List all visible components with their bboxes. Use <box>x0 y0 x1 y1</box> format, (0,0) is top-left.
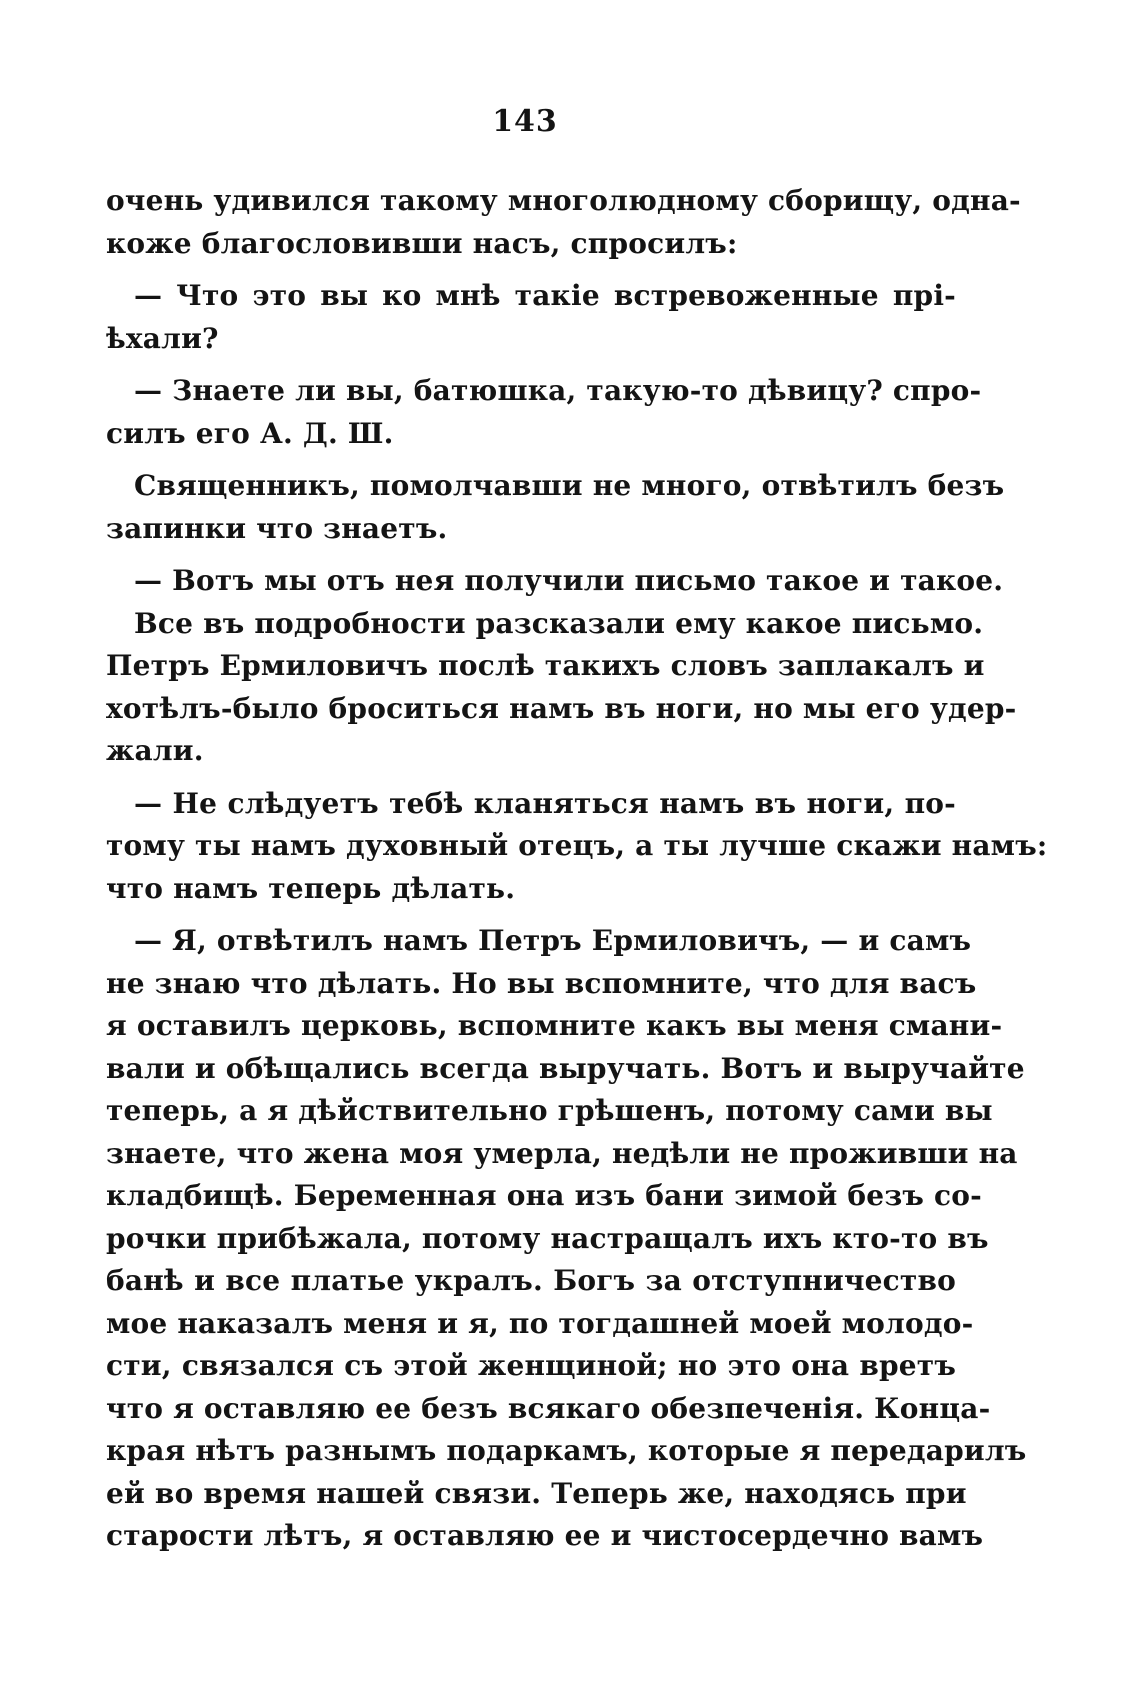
text-line: края нѣтъ разнымъ подаркамъ, которые я передарилъ <box>106 1434 1027 1467</box>
text-line: очень удивился такому многолюдному сборищу, одна- <box>106 184 1021 217</box>
dialogue-line: — Знаете ли вы, батюшка, такую-то дѣвицу? спро- <box>134 374 982 407</box>
paragraph-line: Все въ подробности разсказали ему какое письмо. <box>134 606 984 640</box>
text-line: тому ты намъ духовный отецъ, а ты лучше скажи намъ: <box>106 829 1048 862</box>
text-line: ѣхали? <box>106 321 219 355</box>
text-line: хотѣлъ-было броситься намъ въ ноги, но мы его удер- <box>106 691 1017 725</box>
text-line: сти, связался съ этой женщиной; но это она вретъ <box>106 1349 956 1382</box>
text-line: жали. <box>106 734 204 767</box>
body-text <box>106 180 1048 1558</box>
text-line: кладбищѣ. Беременная она изъ бани зимой безъ со- <box>106 1179 982 1212</box>
text-line: Петръ Ермиловичъ послѣ такихъ словъ заплакалъ и <box>106 649 985 682</box>
text-line: знаете, что жена моя умерла, недѣли не проживши на <box>106 1136 1018 1170</box>
paragraph-line: Священникъ, помолчавши не много, отвѣтилъ безъ <box>134 469 1005 502</box>
text-line: силъ его А. Д. Ш. <box>106 416 394 450</box>
text-line: коже благословивши насъ, спросилъ: <box>106 226 738 260</box>
text-line: банѣ и все платье укралъ. Богъ за отступничество <box>106 1264 956 1297</box>
text-line: я оставилъ церковь, вспомните какъ вы меня смани- <box>106 1009 1003 1042</box>
dialogue-line: — Вотъ мы отъ нея получили письмо такое и такое. <box>134 564 1004 597</box>
text-line: запинки что знаетъ. <box>106 511 448 545</box>
text-line: рочки прибѣжала, потому настращалъ ихъ кто-то въ <box>106 1221 989 1255</box>
text-line: ей во время нашей связи. Теперь же, находясь при <box>106 1476 967 1510</box>
text-line: что я оставляю ее безъ всякаго обезпеченія. Конца- <box>106 1391 991 1425</box>
text-line: старости лѣтъ, я оставляю ее и чистосердечно вамъ <box>106 1519 984 1552</box>
text-line: вали и обѣщались всегда выручать. Вотъ и выручайте <box>106 1051 1025 1085</box>
dialogue-line: — Я, отвѣтилъ намъ Петръ Ермиловичъ, — и самъ <box>134 924 972 957</box>
page-number: 143 <box>492 104 558 139</box>
dialogue-line: — Не слѣдуетъ тебѣ кланяться намъ въ ноги, по- <box>134 786 956 820</box>
text-line: теперь, а я дѣйствительно грѣшенъ, потому сами вы <box>106 1094 993 1127</box>
dialogue-line: — Что это вы ко мнѣ такіе встревоженные прі- <box>134 279 956 312</box>
text-line: не знаю что дѣлать. Но вы вспомните, что для васъ <box>106 966 977 1000</box>
text-line: что намъ теперь дѣлать. <box>106 871 516 905</box>
text-line: мое наказалъ меня и я, по тогдашней моей молодо- <box>106 1306 974 1340</box>
